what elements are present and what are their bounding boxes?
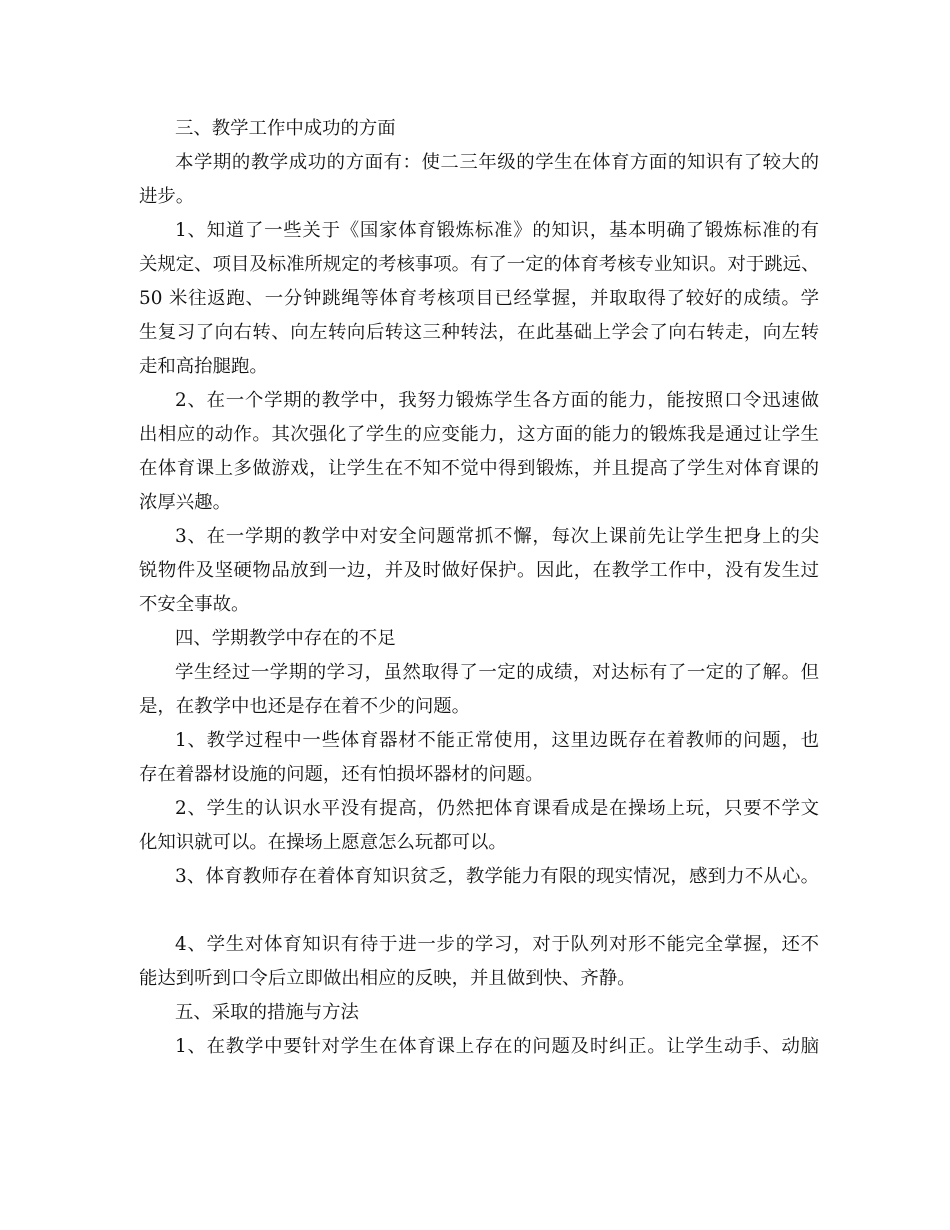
paragraph-line: 存在着器材设施的问题，还有怕损坏器材的问题。 [139, 764, 544, 785]
paragraph-line: 生复习了向右转、向左转向后转这三种转法，在此基础上学会了向右转走，向左转 [139, 322, 819, 343]
section-heading-3: 三、教学工作中成功的方面 [175, 118, 396, 139]
section-heading-5: 五、采取的措施与方法 [175, 1002, 359, 1023]
paragraph-line: 50 米往返跑、一分钟跳绳等体育考核项目已经掌握，并取取得了较好的成绩。学 [139, 288, 819, 309]
paragraph-line: 是，在教学中也还是存在着不少的问题。 [139, 696, 471, 717]
paragraph-line: 3、体育教师存在着体育知识贫乏，教学能力有限的现实情况，感到力不从心。 [175, 866, 819, 887]
paragraph-line: 出相应的动作。其次强化了学生的应变能力，这方面的能力的锻炼我是通过让学生 [139, 424, 819, 445]
paragraph-line: 能达到听到口令后立即做出相应的反映，并且做到快、齐静。 [139, 968, 636, 989]
paragraph-line: 4、学生对体育知识有待于进一步的学习，对于队列对形不能完全掌握，还不 [175, 934, 819, 955]
paragraph-line: 锐物件及坚硬物品放到一边，并及时做好保护。因此，在教学工作中，没有发生过 [139, 560, 819, 581]
paragraph-line: 3、在一学期的教学中对安全问题常抓不懈，每次上课前先让学生把身上的尖 [175, 526, 819, 547]
paragraph-line: 进步。 [139, 186, 195, 207]
paragraph-line: 浓厚兴趣。 [139, 492, 231, 513]
paragraph-line: 学生经过一学期的学习，虽然取得了一定的成绩，对达标有了一定的了解。但 [175, 662, 819, 683]
paragraph-line: 不安全事故。 [139, 594, 250, 615]
paragraph-line: 走和高抬腿跑。 [139, 356, 268, 377]
paragraph-line: 化知识就可以。在操场上愿意怎么玩都可以。 [139, 832, 507, 853]
paragraph-line: 关规定、项目及标准所规定的考核事项。有了一定的体育考核专业知识。对于跳远、 [139, 254, 820, 275]
section-heading-4: 四、学期教学中存在的不足 [175, 628, 396, 649]
paragraph-line: 1、在教学中要针对学生在体育课上存在的问题及时纠正。让学生动手、动脑 [175, 1036, 819, 1057]
paragraph-line: 在体育课上多做游戏，让学生在不知不觉中得到锻炼，并且提高了学生对体育课的 [139, 458, 819, 479]
paragraph-line: 1、知道了一些关于《国家体育锻炼标准》的知识，基本明确了锻炼标准的有 [175, 220, 819, 241]
paragraph-line: 2、在一个学期的教学中，我努力锻炼学生各方面的能力，能按照口令迅速做 [175, 390, 819, 411]
paragraph-line: 1、教学过程中一些体育器材不能正常使用，这里边既存在着教师的问题，也 [175, 730, 819, 751]
paragraph-line: 本学期的教学成功的方面有：使二三年级的学生在体育方面的知识有了较大的 [175, 152, 819, 173]
paragraph-line: 2、学生的认识水平没有提高，仍然把体育课看成是在操场上玩，只要不学文 [175, 798, 819, 819]
